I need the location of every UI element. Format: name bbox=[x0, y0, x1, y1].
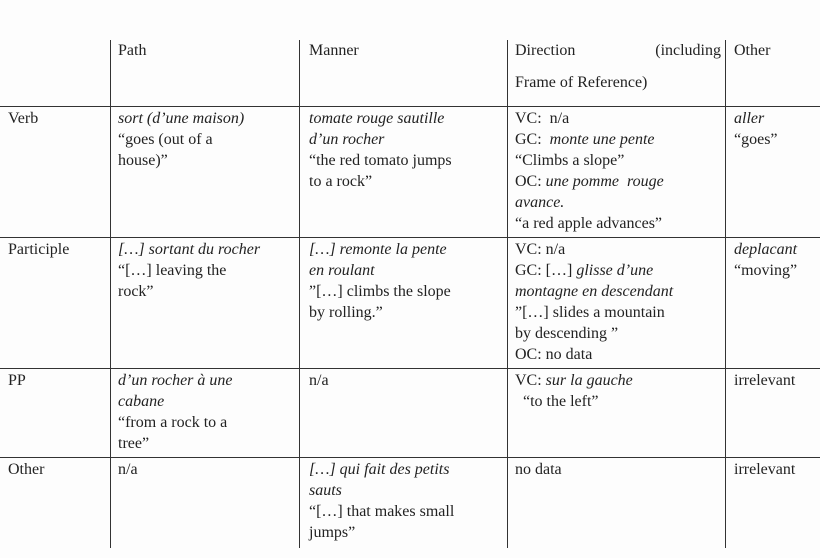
cell-line: jumps” bbox=[309, 524, 356, 541]
header-manner-label: Manner bbox=[309, 42, 359, 59]
cell-line-italic: sur la gauche bbox=[545, 372, 633, 389]
header-manner bbox=[309, 40, 359, 61]
cell-pp-manner bbox=[309, 370, 329, 391]
cell-line bbox=[515, 281, 673, 302]
cell-participle-path bbox=[118, 239, 260, 302]
cell-line-text: VC: n/a bbox=[515, 241, 566, 258]
cell-line-text: ”[…] slides a mountain bbox=[515, 304, 665, 321]
cell-verb-path bbox=[118, 108, 244, 171]
cell-verb-manner bbox=[309, 108, 452, 192]
cell-line bbox=[515, 150, 664, 171]
cell-line-italic: montagne en descendant bbox=[515, 283, 674, 300]
cell-line-text: GC: bbox=[515, 131, 550, 148]
cell-line: […] remonte la pente bbox=[309, 241, 447, 258]
cell-line: […] sortant du rocher bbox=[118, 241, 261, 258]
cell-line-italic: glisse d’une bbox=[576, 262, 654, 279]
cell-pp-other bbox=[734, 370, 795, 391]
cell-line bbox=[515, 239, 673, 260]
cell-line-italic: une pomme rouge bbox=[545, 173, 664, 190]
cell-participle-other bbox=[734, 239, 797, 281]
row-divider bbox=[0, 368, 820, 369]
cell-other-path bbox=[118, 459, 138, 480]
cell-line: “from a rock to a bbox=[118, 414, 228, 431]
row-label-verb: Verb bbox=[8, 110, 39, 127]
cell-line-text: no data bbox=[515, 461, 562, 478]
cell-line-text: OC: no data bbox=[515, 346, 593, 363]
cell-line: “moving” bbox=[734, 262, 798, 279]
cell-pp-direction bbox=[515, 370, 633, 412]
cell-other-other bbox=[734, 459, 795, 480]
cell-line bbox=[515, 192, 664, 213]
cell-line: “the red tomato jumps bbox=[309, 152, 452, 169]
cell-line bbox=[515, 260, 673, 281]
header-other bbox=[734, 40, 770, 61]
cell-line: tomate rouge sautille bbox=[309, 110, 445, 127]
cell-line: d’un rocher à une bbox=[118, 372, 233, 389]
cell-line: irrelevant bbox=[734, 372, 796, 389]
cell-verb-direction bbox=[515, 108, 664, 234]
column-divider bbox=[110, 40, 111, 548]
header-direction bbox=[515, 40, 721, 93]
header-direction-including: (including bbox=[655, 42, 721, 59]
cell-line: sort (d’une maison) bbox=[118, 110, 245, 127]
cell-line: to a rock” bbox=[309, 173, 373, 190]
cell-pp-path bbox=[118, 370, 233, 454]
cell-line: “goes” bbox=[734, 131, 778, 148]
column-divider bbox=[507, 40, 508, 548]
cell-line bbox=[515, 370, 633, 391]
cell-line bbox=[515, 344, 673, 365]
header-direction-label: Direction bbox=[515, 42, 576, 59]
cell-line-text: by descending ” bbox=[515, 325, 619, 342]
cell-participle-manner bbox=[309, 239, 451, 323]
header-path-label: Path bbox=[118, 42, 147, 59]
cell-line: ”[…] climbs the slope bbox=[309, 283, 451, 300]
row-divider bbox=[0, 106, 820, 107]
cell-line bbox=[515, 108, 664, 129]
cell-other-manner bbox=[309, 459, 454, 543]
cell-line: n/a bbox=[309, 372, 329, 389]
cell-line: by rolling.” bbox=[309, 304, 383, 321]
cell-other-direction bbox=[515, 459, 562, 480]
cell-line: deplacant bbox=[734, 241, 798, 258]
cell-line-italic: avance. bbox=[515, 194, 565, 211]
cell-line bbox=[515, 323, 673, 344]
cell-line-text: GC: […] bbox=[515, 262, 577, 279]
header-path bbox=[118, 40, 146, 61]
cell-line-text: “a red apple advances” bbox=[515, 215, 663, 232]
cell-line: “[…] leaving the bbox=[118, 262, 227, 279]
cell-line: en roulant bbox=[309, 262, 375, 279]
header-other-label: Other bbox=[734, 42, 771, 59]
cell-line-text: “Climbs a slope” bbox=[515, 152, 625, 169]
cell-line bbox=[515, 302, 673, 323]
cell-line: cabane bbox=[118, 393, 165, 410]
header-direction-frame: Frame of Reference) bbox=[515, 74, 648, 91]
cell-line bbox=[515, 459, 562, 480]
cell-line-text: VC: n/a bbox=[515, 110, 570, 127]
cell-line: n/a bbox=[118, 461, 138, 478]
cell-line: rock” bbox=[118, 283, 154, 300]
cell-line: house)” bbox=[118, 152, 168, 169]
cell-verb-other bbox=[734, 108, 778, 150]
cell-line-text: “to the left” bbox=[515, 393, 599, 410]
row-divider bbox=[0, 457, 820, 458]
row-label-pp: PP bbox=[8, 372, 26, 389]
column-divider bbox=[725, 40, 726, 548]
cell-line bbox=[515, 213, 664, 234]
cell-line: d’un rocher bbox=[309, 131, 385, 148]
row-label-other: Other bbox=[8, 461, 45, 478]
row-label-participle: Participle bbox=[8, 241, 70, 258]
cell-line: […] qui fait des petits bbox=[309, 461, 450, 478]
cell-line bbox=[515, 391, 633, 412]
cell-line: aller bbox=[734, 110, 765, 127]
cell-line: irrelevant bbox=[734, 461, 796, 478]
cell-line: tree” bbox=[118, 435, 150, 452]
cell-line-italic: monte une pente bbox=[549, 131, 655, 148]
cell-line: “goes (out of a bbox=[118, 131, 213, 148]
cell-participle-direction bbox=[515, 239, 673, 365]
cell-line bbox=[515, 171, 664, 192]
cell-line bbox=[515, 129, 664, 150]
cell-line-text: OC: bbox=[515, 173, 546, 190]
column-divider bbox=[299, 40, 300, 548]
cell-line-text: VC: bbox=[515, 372, 546, 389]
cell-line: “[…] that makes small bbox=[309, 503, 455, 520]
row-divider bbox=[0, 237, 820, 238]
cell-line: sauts bbox=[309, 482, 342, 499]
